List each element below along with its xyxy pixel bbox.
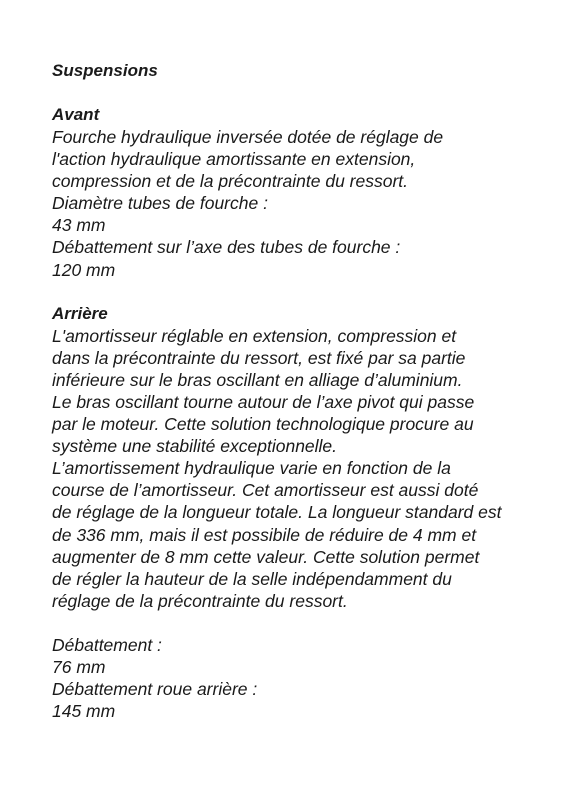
section-title: Suspensions bbox=[52, 61, 158, 80]
front-text-line: Débattement sur l’axe des tubes de fourche : bbox=[52, 237, 401, 258]
rear-text-line: inférieure sur le bras oscillant en alliage d’aluminium. bbox=[52, 369, 463, 390]
spacer bbox=[52, 82, 572, 104]
front-text-line: Fourche hydraulique inversée dotée de réglage de bbox=[52, 127, 444, 147]
spacer bbox=[52, 612, 572, 634]
front-heading: Avant bbox=[52, 105, 100, 124]
front-text-line: compression et de la précontrainte du ressort. bbox=[52, 171, 409, 192]
rear-text-line: L'amortisseur réglable en extension, compression et bbox=[52, 325, 457, 346]
rear-suspension-section bbox=[52, 303, 572, 723]
front-text-line: l'action hydraulique amortissante en extension, bbox=[52, 149, 416, 170]
front-suspension-section bbox=[52, 104, 572, 281]
rear-text-line: réglage de la précontrainte du ressort. bbox=[52, 590, 348, 611]
document-page bbox=[52, 60, 572, 722]
rear-text-line: Le bras oscillant tourne autour de l’axe pivot qui passe bbox=[52, 391, 475, 412]
rear-travel-line: 145 mm bbox=[52, 701, 116, 722]
front-text-line: Diamètre tubes de fourche : bbox=[52, 193, 268, 214]
rear-travel-line: 76 mm bbox=[52, 656, 106, 677]
rear-travel-line: Débattement : bbox=[52, 634, 162, 655]
rear-text-line: système une stabilité exceptionnelle. bbox=[52, 436, 338, 457]
front-text-line: 120 mm bbox=[52, 259, 116, 280]
rear-text-line: course de l’amortisseur. Cet amortisseur est aussi doté bbox=[52, 480, 479, 501]
rear-text-line: de réglage de la longueur totale. La longueur standard est bbox=[52, 502, 502, 523]
spacer bbox=[52, 281, 572, 303]
rear-heading: Arrière bbox=[52, 303, 108, 323]
rear-text-line: par le moteur. Cette solution technologique procure au bbox=[52, 414, 474, 435]
rear-text-line: augmenter de 8 mm cette valeur. Cette solution permet bbox=[52, 546, 480, 567]
rear-text-line: dans la précontrainte du ressort, est fixé par sa partie bbox=[52, 347, 466, 368]
rear-text-line: de régler la hauteur de la selle indépendamment du bbox=[52, 568, 452, 589]
rear-travel-line: Débattement roue arrière : bbox=[52, 679, 258, 700]
front-text-line: 43 mm bbox=[52, 215, 106, 236]
rear-text-line: L’amortissement hydraulique varie en fonction de la bbox=[52, 458, 451, 479]
rear-text-line: de 336 mm, mais il est possibile de réduire de 4 mm et bbox=[52, 524, 477, 545]
